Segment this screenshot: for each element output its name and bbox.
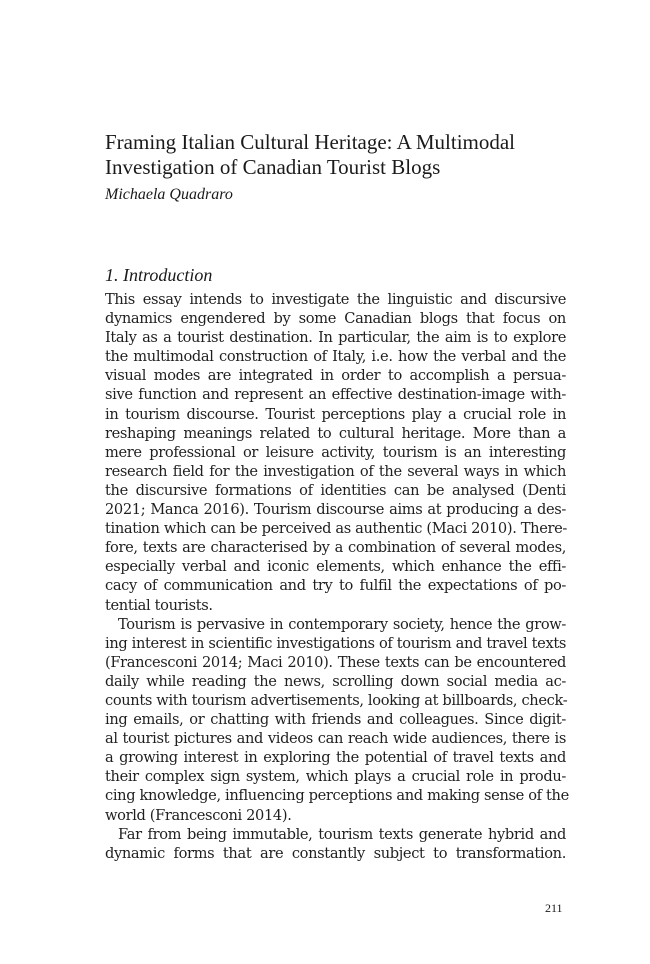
text-line: cing knowledge, influencing perceptions and making sense of the	[105, 787, 569, 805]
text-line: world (Francesconi 2014).	[105, 806, 292, 824]
text-line: dynamic forms that are constantly subject to transformation.	[105, 844, 566, 862]
article-title-line: Framing Italian Cultural Heritage: A Multimodal	[105, 130, 516, 154]
text-line: tination which can be perceived as authentic (Maci 2010). There-	[105, 520, 567, 538]
text-line: reshaping meanings related to cultural heritage. More than a	[105, 424, 566, 442]
text-line: daily while reading the news, scrolling down social media ac-	[105, 672, 566, 690]
text-line: the multimodal construction of Italy, i.e. how the verbal and the	[105, 348, 566, 366]
article-title-line: Investigation of Canadian Tourist Blogs	[105, 155, 441, 179]
text-line: cacy of communication and try to fulfil the expectations of po-	[105, 577, 566, 595]
text-line: visual modes are integrated in order to accomplish a persua-	[105, 367, 566, 385]
text-line: al tourist pictures and videos can reach wide audiences, there is	[105, 730, 566, 748]
text-line: tential tourists.	[105, 596, 213, 614]
text-line: mere professional or leisure activity, tourism is an interesting	[105, 443, 566, 461]
text-line: dynamics engendered by some Canadian blogs that focus on	[105, 310, 566, 328]
text-line: Far from being immutable, tourism texts generate hybrid and	[118, 825, 566, 843]
text-line: especially verbal and iconic elements, which enhance the effi-	[105, 558, 566, 576]
text-line: ing interest in scientific investigations of tourism and travel texts	[105, 634, 566, 652]
text-line: (Francesconi 2014; Maci 2010). These texts can be encountered	[105, 653, 566, 671]
article-title	[105, 130, 575, 180]
text-line: research field for the investigation of the several ways in which	[105, 462, 566, 480]
text-line: fore, texts are characterised by a combination of several modes,	[105, 539, 566, 557]
body-text	[105, 290, 569, 863]
text-line: Tourism is pervasive in contemporary society, hence the grow-	[118, 615, 566, 633]
text-line: the discursive formations of identities can be analysed (Denti	[105, 481, 566, 499]
text-line: their complex sign system, which plays a crucial role in produ-	[105, 768, 566, 786]
text-line: in tourism discourse. Tourist perceptions play a crucial role in	[105, 405, 566, 423]
text-line: sive function and represent an effective destination-image with-	[105, 386, 566, 404]
text-line: This essay intends to investigate the linguistic and discursive	[105, 291, 566, 308]
text-line: counts with tourism advertisements, looking at billboards, check-	[105, 691, 568, 709]
text-line: ing emails, or chatting with friends and colleagues. Since digit-	[105, 711, 566, 729]
page-number: 211	[545, 901, 563, 915]
text-line: Italy as a tourist destination. In particular, the aim is to explore	[105, 329, 566, 347]
text-line: 2021; Manca 2016). Tourism discourse aims at producing a des-	[105, 501, 566, 519]
section-heading: 1. Introduction	[105, 265, 213, 285]
article-author: Michaela Quadraro	[105, 186, 233, 203]
text-line: a growing interest in exploring the potential of travel texts and	[105, 749, 566, 767]
